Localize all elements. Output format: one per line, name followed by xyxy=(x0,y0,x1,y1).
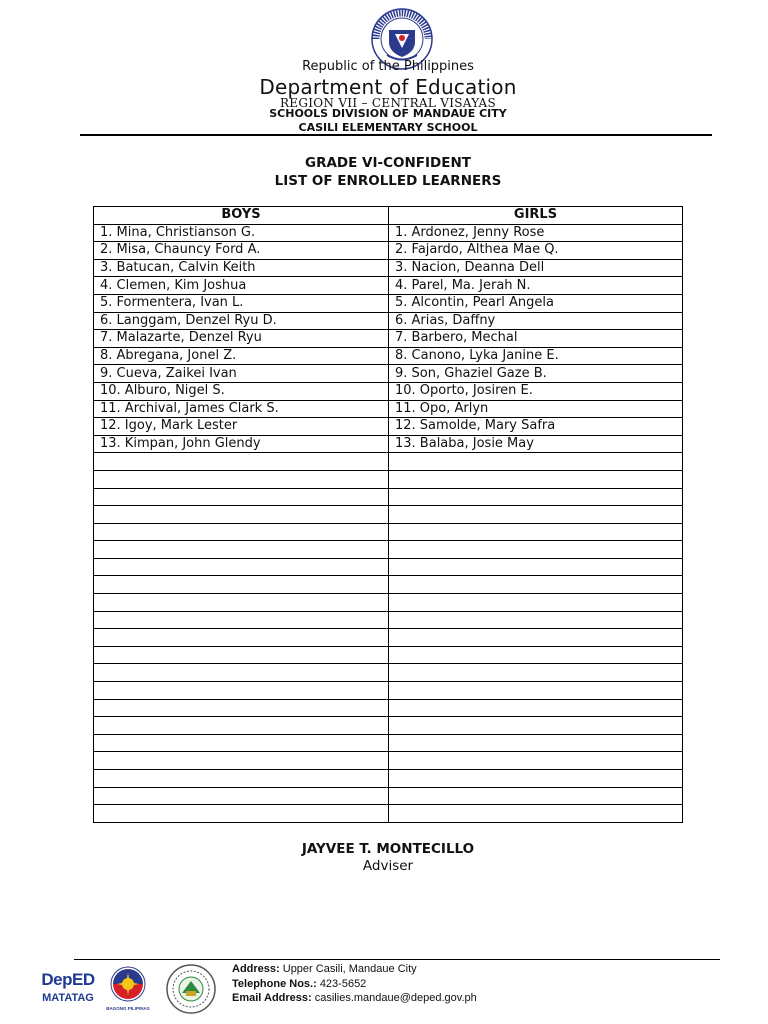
republic-line: Republic of the Philippines xyxy=(302,59,474,74)
table-row xyxy=(94,330,683,348)
girl-name-cell: 3. Nacion, Deanna Dell xyxy=(389,259,683,277)
table-row xyxy=(94,805,683,823)
table-row xyxy=(94,717,683,735)
boy-name-cell xyxy=(94,646,389,664)
boy-name-cell: 6. Langgam, Denzel Ryu D. xyxy=(94,312,389,330)
region-line: REGION VII – CENTRAL VISAYAS xyxy=(279,96,497,110)
girl-name-cell xyxy=(389,629,683,647)
girl-name-cell: 12. Samolde, Mary Safra xyxy=(389,418,683,436)
table-row xyxy=(94,558,683,576)
table-row xyxy=(94,541,683,559)
email-label: Email Address: xyxy=(232,992,312,1004)
girl-name-cell xyxy=(389,541,683,559)
contact-info xyxy=(232,962,477,1006)
boy-name-cell xyxy=(94,717,389,735)
school-seal-logo xyxy=(162,963,220,1015)
table-row xyxy=(94,770,683,788)
table-row xyxy=(94,453,683,471)
boy-name-cell xyxy=(94,470,389,488)
table-row xyxy=(94,294,683,312)
boy-name-cell: 5. Formentera, Ivan L. xyxy=(94,294,389,312)
boy-name-cell: 7. Malazarte, Denzel Ryu xyxy=(94,330,389,348)
header-divider xyxy=(80,134,712,136)
boy-name-cell xyxy=(94,787,389,805)
grade-section-title: GRADE VI-CONFIDENT xyxy=(305,155,471,171)
phone-line xyxy=(232,977,477,992)
list-title: LIST OF ENROLLED LEARNERS xyxy=(274,173,502,189)
table-row xyxy=(94,506,683,524)
girl-name-cell xyxy=(389,734,683,752)
girl-name-cell: 6. Arias, Daffny xyxy=(389,312,683,330)
learners-table-body xyxy=(94,224,683,822)
table-row xyxy=(94,259,683,277)
girl-name-cell xyxy=(389,506,683,524)
table-row xyxy=(94,699,683,717)
bagong-pilipinas-text: BAGONG PILIPINAS xyxy=(106,1006,150,1011)
girl-name-cell xyxy=(389,770,683,788)
adviser-name: JAYVEE T. MONTECILLO xyxy=(301,841,475,857)
girl-name-cell: 4. Parel, Ma. Jerah N. xyxy=(389,277,683,295)
boy-name-cell xyxy=(94,576,389,594)
boy-name-cell xyxy=(94,699,389,717)
table-row xyxy=(94,382,683,400)
boy-name-cell xyxy=(94,629,389,647)
table-row xyxy=(94,365,683,383)
girl-name-cell xyxy=(389,576,683,594)
boy-name-cell xyxy=(94,594,389,612)
girl-name-cell xyxy=(389,717,683,735)
bagong-pilipinas-logo xyxy=(104,964,152,1014)
boy-name-cell xyxy=(94,506,389,524)
girl-name-cell xyxy=(389,453,683,471)
boy-name-cell xyxy=(94,523,389,541)
boy-name-cell: 2. Misa, Chauncy Ford A. xyxy=(94,242,389,260)
girl-name-cell: 7. Barbero, Mechal xyxy=(389,330,683,348)
girl-name-cell xyxy=(389,805,683,823)
boy-name-cell: 8. Abregana, Jonel Z. xyxy=(94,347,389,365)
girl-name-cell xyxy=(389,664,683,682)
boy-name-cell xyxy=(94,752,389,770)
matatag-logo-text: MATATAG xyxy=(42,992,94,1004)
girl-name-cell: 1. Ardonez, Jenny Rose xyxy=(389,224,683,242)
girl-name-cell: 2. Fajardo, Althea Mae Q. xyxy=(389,242,683,260)
girl-name-cell xyxy=(389,488,683,506)
girl-name-cell: 13. Balaba, Josie May xyxy=(389,435,683,453)
boy-name-cell xyxy=(94,770,389,788)
table-row xyxy=(94,611,683,629)
boy-name-cell xyxy=(94,541,389,559)
phone-label: Telephone Nos.: xyxy=(232,977,317,990)
girl-name-cell xyxy=(389,594,683,612)
footer-divider xyxy=(74,959,720,960)
boy-name-cell: 3. Batucan, Calvin Keith xyxy=(94,259,389,277)
table-row xyxy=(94,752,683,770)
phone-value: 423-5652 xyxy=(319,977,367,990)
table-row xyxy=(94,523,683,541)
boy-name-cell xyxy=(94,453,389,471)
table-row xyxy=(94,787,683,805)
boy-name-cell: 13. Kimpan, John Glendy xyxy=(94,435,389,453)
girl-name-cell xyxy=(389,611,683,629)
boy-name-cell xyxy=(94,734,389,752)
table-row xyxy=(94,646,683,664)
girl-name-cell: 5. Alcontin, Pearl Angela xyxy=(389,294,683,312)
boy-name-cell: 9. Cueva, Zaikei Ivan xyxy=(94,365,389,383)
boy-name-cell xyxy=(94,558,389,576)
girl-name-cell: 11. Opo, Arlyn xyxy=(389,400,683,418)
table-row xyxy=(94,277,683,295)
table-row xyxy=(94,629,683,647)
girl-name-cell: 10. Oporto, Josiren E. xyxy=(389,382,683,400)
table-row xyxy=(94,400,683,418)
table-row xyxy=(94,664,683,682)
table-row xyxy=(94,488,683,506)
table-row xyxy=(94,576,683,594)
girl-name-cell xyxy=(389,787,683,805)
table-header-row xyxy=(94,207,683,225)
boy-name-cell: 1. Mina, Christianson G. xyxy=(94,224,389,242)
table-row xyxy=(94,682,683,700)
table-row xyxy=(94,347,683,365)
email-value: casilies.mandaue@deped.gov.ph xyxy=(314,992,477,1004)
address-label: Address: xyxy=(232,963,280,975)
table-row xyxy=(94,734,683,752)
boy-name-cell xyxy=(94,682,389,700)
girl-name-cell xyxy=(389,470,683,488)
boy-name-cell: 11. Archival, James Clark S. xyxy=(94,400,389,418)
deped-matatag-logo xyxy=(38,966,98,1016)
girl-name-cell xyxy=(389,682,683,700)
boy-name-cell xyxy=(94,805,389,823)
department-title: Department of Education xyxy=(259,75,517,99)
deped-logo-text: DepED xyxy=(41,970,95,989)
table-row xyxy=(94,594,683,612)
girls-column-header: GIRLS xyxy=(389,207,683,225)
girl-name-cell xyxy=(389,699,683,717)
table-row xyxy=(94,312,683,330)
learners-table xyxy=(93,206,683,823)
boy-name-cell: 12. Igoy, Mark Lester xyxy=(94,418,389,436)
email-line xyxy=(232,991,477,1006)
table-row xyxy=(94,242,683,260)
boys-column-header: BOYS xyxy=(94,207,389,225)
table-row xyxy=(94,224,683,242)
boy-name-cell xyxy=(94,664,389,682)
boy-name-cell: 10. Alburo, Nigel S. xyxy=(94,382,389,400)
girl-name-cell xyxy=(389,752,683,770)
table-row xyxy=(94,418,683,436)
school-name: CASILI ELEMENTARY SCHOOL xyxy=(298,121,478,134)
boy-name-cell xyxy=(94,611,389,629)
table-row xyxy=(94,470,683,488)
boy-name-cell xyxy=(94,488,389,506)
girl-name-cell xyxy=(389,558,683,576)
girl-name-cell xyxy=(389,646,683,664)
address-value: Upper Casili, Mandaue City xyxy=(282,963,417,975)
girl-name-cell: 9. Son, Ghaziel Gaze B. xyxy=(389,365,683,383)
girl-name-cell xyxy=(389,523,683,541)
girl-name-cell: 8. Canono, Lyka Janine E. xyxy=(389,347,683,365)
division-line: SCHOOLS DIVISION OF MANDAUE CITY xyxy=(269,107,507,120)
table-row xyxy=(94,435,683,453)
boy-name-cell: 4. Clemen, Kim Joshua xyxy=(94,277,389,295)
adviser-role: Adviser xyxy=(362,858,414,874)
address-line xyxy=(232,962,477,977)
